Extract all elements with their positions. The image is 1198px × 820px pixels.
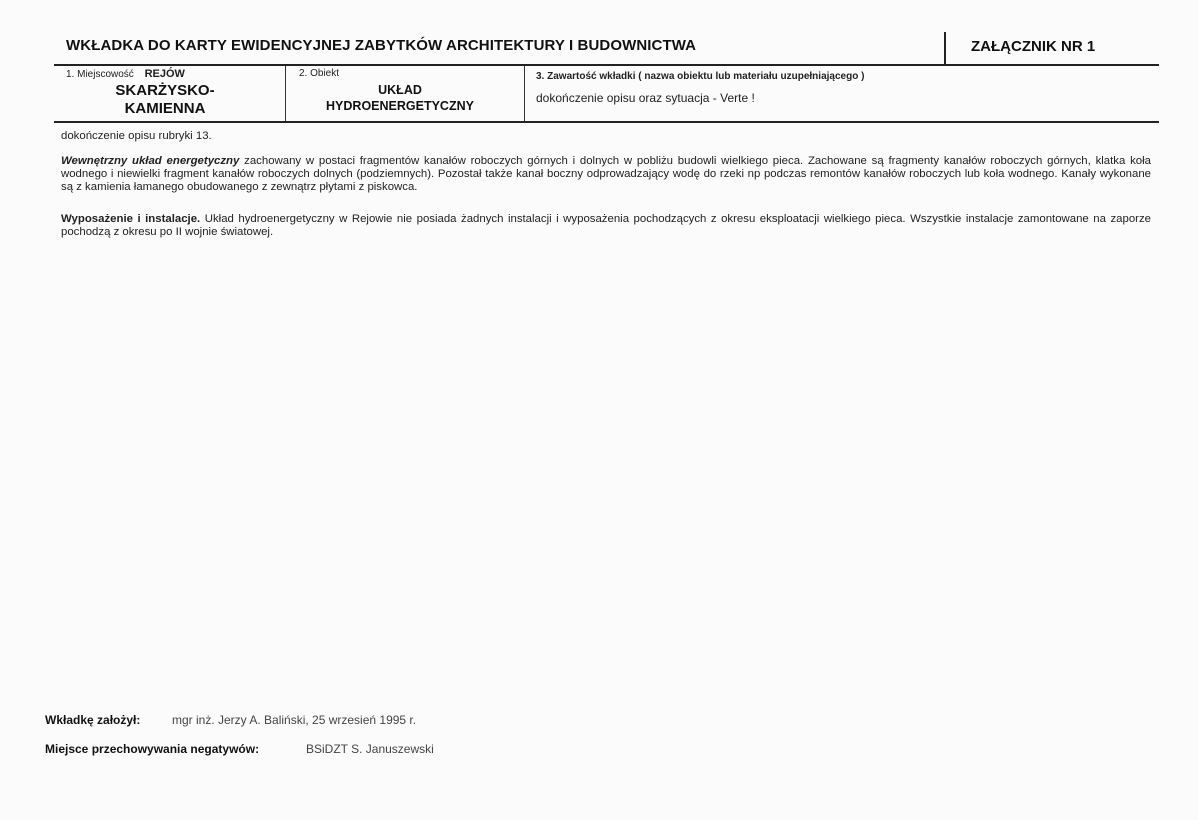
- paragraph-energy-text: zachowany w postaci fragmentów kanałów roboczych górnych i dolnych w pobliżu budowli wielkiego pieca. Zachowane są fragmenty kanałów roboczych górnych, klatka koła wodnego i niewielki fragment kanałów roboczych dolnych (podziemnych). Pozostał także kanał boczny odprowadzający wodę do rzeki np podczas remontów kanałów roboczych lub koła wodnego. Kanały wykonane są z kamienia łamanego obudowanego z zewnątrz płytami z piskowca.: [61, 155, 1151, 193]
- locality-field: [66, 68, 185, 80]
- field-separator-1: [285, 66, 286, 122]
- object-value: [300, 82, 500, 114]
- locality-value: [80, 82, 250, 118]
- top-rule: [54, 64, 1159, 66]
- storage-value: BSiDZT S. Januszewski: [306, 742, 434, 756]
- field-separator-2: [524, 66, 525, 122]
- founder-label: Wkładkę założył:: [45, 713, 141, 727]
- body-intro: dokończenie opisu rubryki 13.: [61, 130, 212, 142]
- header-divider: [944, 32, 946, 64]
- fields-bottom-rule: [54, 121, 1159, 123]
- locality-label: 1. Miejscowość: [66, 69, 134, 80]
- document-title: WKŁADKA DO KARTY EWIDENCYJNEJ ZABYTKÓW ARCHITEKTURY I BUDOWNICTWA: [66, 37, 697, 54]
- locality-line-2: KAMIENNA: [124, 100, 206, 117]
- object-line-1: UKŁAD: [378, 83, 422, 97]
- paragraph-equipment: [61, 213, 1151, 239]
- locality-small-value: REJÓW: [144, 68, 185, 80]
- object-line-2: HYDROENERGETYCZNY: [326, 99, 474, 113]
- contents-label: 3. Zawartość wkładki ( nazwa obiektu lub materiału uzupełniającego ): [536, 71, 865, 82]
- founder-value: mgr inż. Jerzy A. Baliński, 25 wrzesień 1995 r.: [172, 713, 417, 727]
- storage-label: Miejsce przechowywania negatywów:: [45, 742, 260, 756]
- annex-number: ZAŁĄCZNIK NR 1: [971, 38, 1096, 55]
- paragraph-energy-lead: Wewnętrzny układ energetyczny: [61, 155, 240, 167]
- object-label: 2. Obiekt: [299, 68, 340, 79]
- paragraph-energy-system: [61, 155, 1151, 194]
- paragraph-equipment-lead: Wyposażenie i instalacje.: [61, 213, 201, 225]
- locality-line-1: SKARŻYSKO-: [115, 82, 215, 99]
- paragraph-equipment-text: Układ hydroenergetyczny w Rejowie nie posiada żadnych instalacji i wyposażenia pochodzących z okresu eksploatacji wielkiego pieca. Wszystkie instalacje zamontowane na zaporze pochodzą z okresu po II wojnie światowej.: [61, 213, 1151, 238]
- contents-value: dokończenie opisu oraz sytuacja - Verte !: [536, 91, 755, 105]
